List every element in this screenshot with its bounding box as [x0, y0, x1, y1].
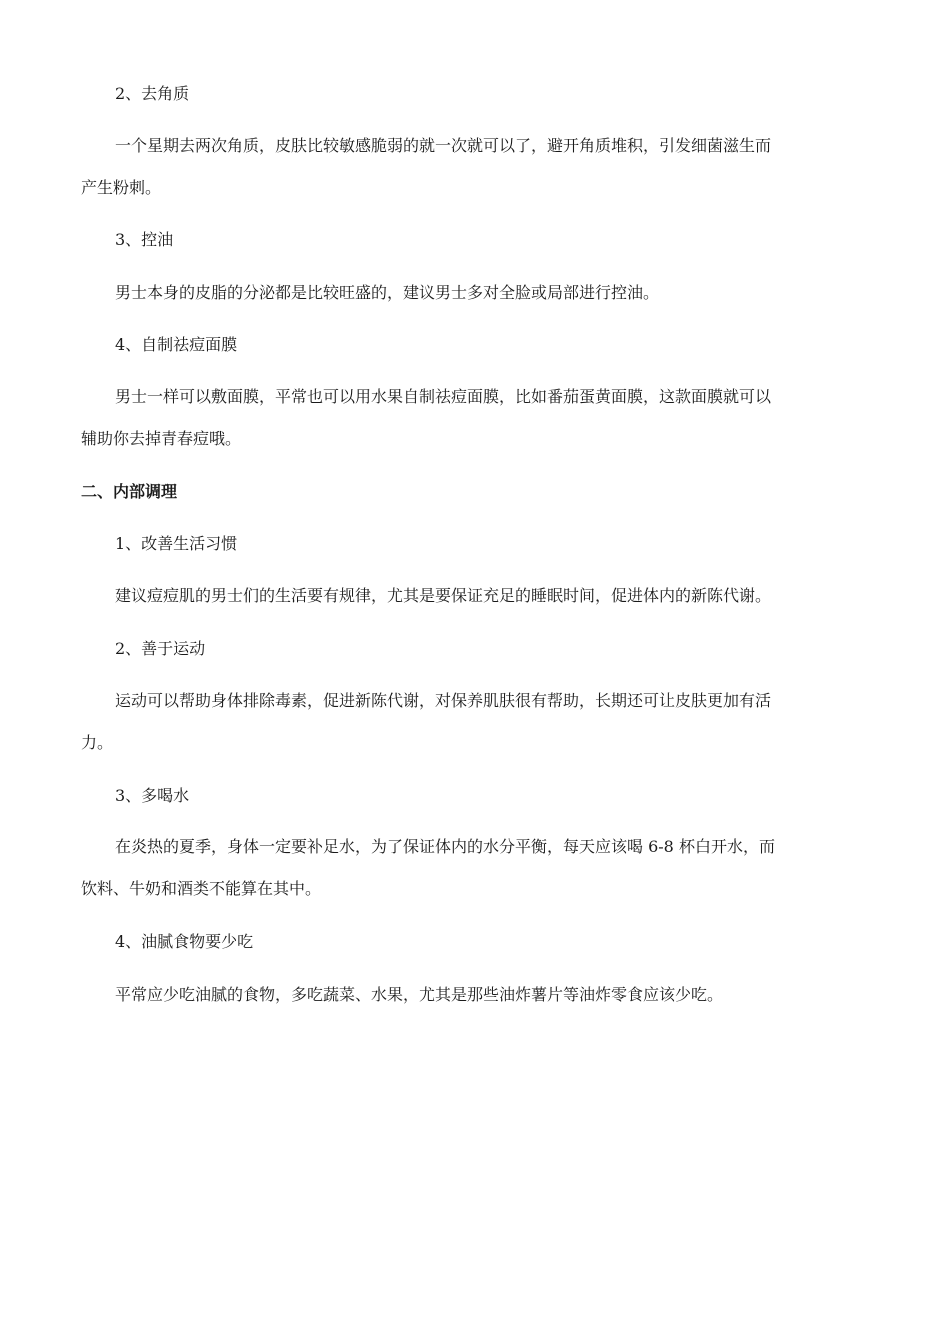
paragraph-line: 建议痘痘肌的男士们的生活要有规律，尤其是要保证充足的睡眠时间，促进体内的新陈代谢。 — [115, 586, 772, 605]
paragraph-line: 在炎热的夏季，身体一定要补足水，为了保证体内的水分平衡，每天应该喝 6-8 杯白开水，而 — [115, 837, 775, 856]
subheading-oil-control: 3、控油 — [115, 230, 174, 249]
paragraph-line: 辅助你去掉青春痘哦。 — [81, 429, 242, 448]
section-heading: 二、内部调理 — [81, 482, 178, 501]
paragraph-line: 平常应少吃油腻的食物，多吃蔬菜、水果，尤其是那些油炸薯片等油炸零食应该少吃。 — [115, 985, 724, 1004]
subheading-homemade-mask: 4、自制祛痘面膜 — [115, 335, 238, 354]
paragraph-line: 产生粉刺。 — [81, 178, 162, 197]
subheading-exfoliate: 2、去角质 — [115, 84, 190, 103]
paragraph-line: 力。 — [81, 733, 114, 752]
paragraph-line: 男士本身的皮脂的分泌都是比较旺盛的，建议男士多对全脸或局部进行控油。 — [115, 283, 660, 302]
subheading-lifestyle: 1、改善生活习惯 — [115, 534, 238, 553]
paragraph-line: 饮料、牛奶和酒类不能算在其中。 — [81, 879, 322, 898]
subheading-greasy-food: 4、油腻食物要少吃 — [115, 932, 254, 951]
subheading-exercise: 2、善于运动 — [115, 639, 206, 658]
paragraph-line: 男士一样可以敷面膜，平常也可以用水果自制祛痘面膜，比如番茄蛋黄面膜，这款面膜就可以 — [115, 387, 772, 406]
paragraph-line: 一个星期去两次角质，皮肤比较敏感脆弱的就一次就可以了，避开角质堆积，引发细菌滋生而 — [115, 136, 772, 155]
paragraph-line: 运动可以帮助身体排除毒素，促进新陈代谢，对保养肌肤很有帮助，长期还可让皮肤更加有活 — [115, 691, 772, 710]
subheading-water: 3、多喝水 — [115, 786, 190, 805]
